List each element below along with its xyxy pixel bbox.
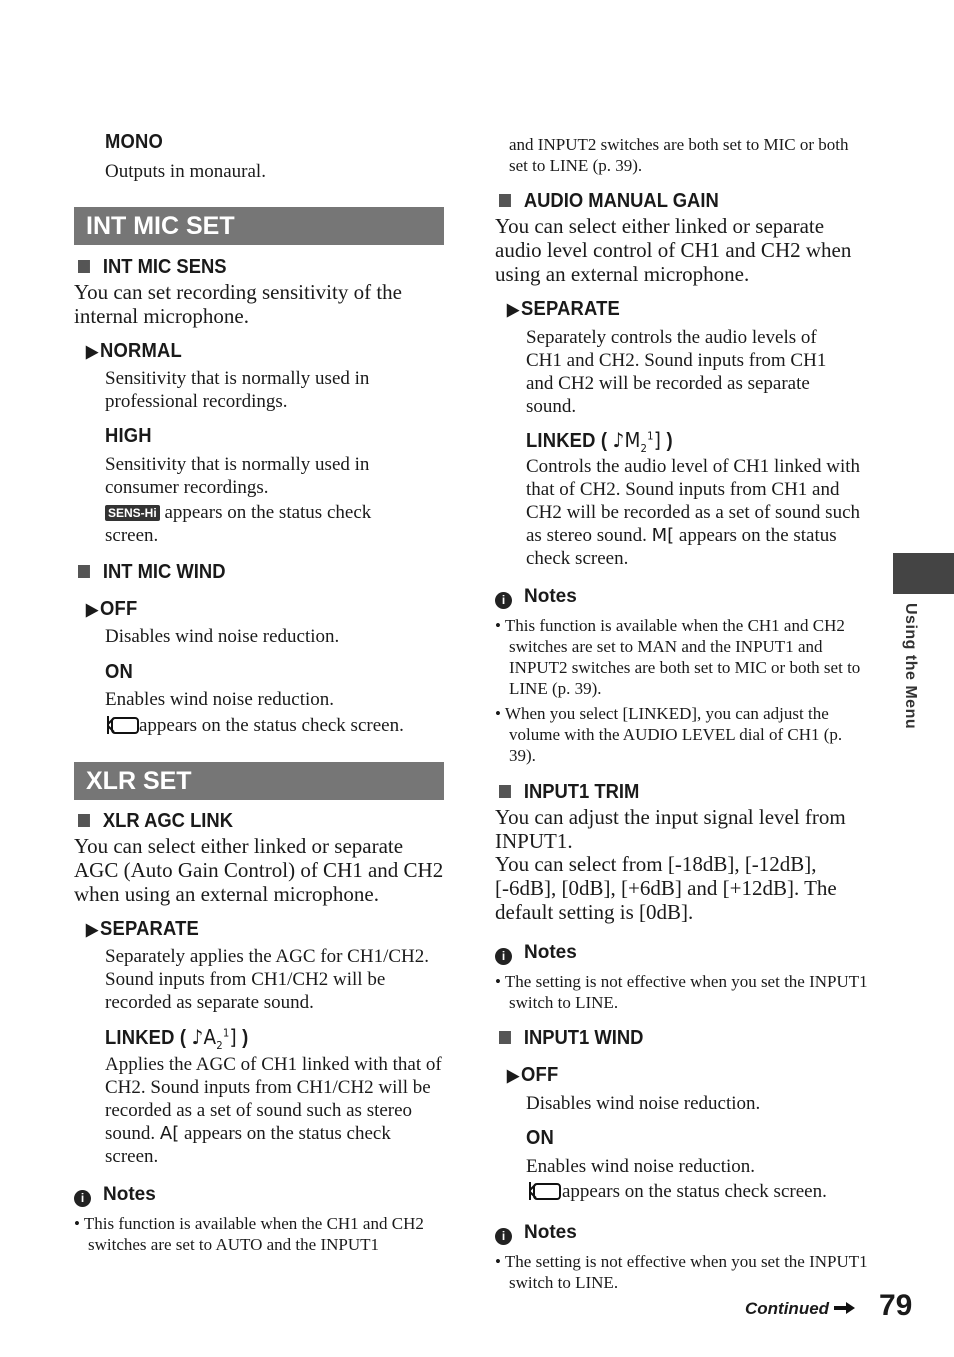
xlr-set-title: XLR SET xyxy=(86,767,192,795)
agc-linked-option-label: LINKED ( $♪A_2^1$] ) xyxy=(105,1025,249,1052)
continued-indicator: Continued xyxy=(745,1299,856,1319)
notes-icon: i xyxy=(495,1228,512,1245)
default-arrow-icon: ▶ xyxy=(86,342,99,361)
default-arrow-icon: ▶ xyxy=(507,300,520,319)
arrow-right-icon xyxy=(834,1301,856,1315)
high-badge-note: SENS-Hi appears on the status check screen. xyxy=(105,502,372,546)
notes-heading-right-1: i Notes xyxy=(495,586,577,609)
square-bullet-icon xyxy=(78,260,90,273)
gain-linked-option-label: LINKED ( $♪M_2^1$] ) xyxy=(526,428,673,455)
int-mic-set-section-bar xyxy=(74,207,444,245)
input1-wind-off-option-label: ▶OFF xyxy=(507,1064,559,1086)
square-bullet-icon xyxy=(499,785,511,798)
input1-wind-off-description: Disables wind noise reduction. xyxy=(526,1093,761,1114)
default-arrow-icon: ▶ xyxy=(86,600,99,619)
normal-description: Sensitivity that is normally used in professional recordings. xyxy=(105,368,370,412)
chapter-tab xyxy=(893,553,954,594)
square-bullet-icon xyxy=(78,565,90,578)
note-item: • When you select [LINKED], you can adjust the volume with the AUDIO LEVEL dial of CH1 (p. 39). xyxy=(495,704,843,765)
gain-separate-description: Separately controls the audio levels of CH1 and CH2. Sound inputs from CH1 and CH2 will be recorded as separate sound. xyxy=(526,327,827,417)
wind-off-description: Disables wind noise reduction. xyxy=(105,626,340,647)
audio-manual-gain-heading: AUDIO MANUAL GAIN xyxy=(499,190,719,213)
gain-linked-icon: $♪M_2^1$] xyxy=(612,428,662,455)
wind-filter-icon xyxy=(105,714,139,736)
notes-heading-left: i Notes xyxy=(74,1184,156,1207)
gain-separate-option-label: ▶SEPARATE xyxy=(507,298,621,320)
mono-description: Outputs in monaural. xyxy=(105,161,266,182)
audio-manual-gain-intro: You can select either linked or separate audio level control of CH1 and CH2 when using an external microphone. xyxy=(495,214,852,286)
input1-wind-heading: INPUT1 WIND xyxy=(499,1027,643,1050)
chapter-side-label: Using the Menu xyxy=(902,603,919,730)
wind-filter-icon xyxy=(526,1180,562,1202)
xlr-agc-link-heading: XLR AGC LINK xyxy=(78,810,233,833)
mono-option-label: MONO xyxy=(105,131,163,153)
default-arrow-icon: ▶ xyxy=(507,1066,520,1085)
agc-separate-description: Separately applies the AGC for CH1/CH2. Sound inputs from CH1/CH2 will be recorded as separate sound. xyxy=(105,946,430,1013)
sens-hi-badge-icon: SENS-Hi xyxy=(105,505,160,521)
int-mic-sens-intro: You can set recording sensitivity of the internal microphone. xyxy=(74,280,402,328)
high-description: Sensitivity that is normally used in consumer recordings. xyxy=(105,454,370,498)
square-bullet-icon xyxy=(499,194,511,207)
default-arrow-icon: ▶ xyxy=(86,920,99,939)
note-item: • The setting is not effective when you set the INPUT1 switch to LINE. xyxy=(495,972,868,1012)
wind-off-option-label: ▶OFF xyxy=(86,598,138,620)
note-item: • This function is available when the CH1 and CH2 switches are set to MAN and the INPUT1 and INPUT2 switches are both set to MIC or both set to LINE (p. 39). xyxy=(495,616,861,698)
gain-linked-description: Controls the audio level of CH1 linked with that of CH2. Sound inputs from CH1 and CH2 will be recorded as a set of sound such as stereo sound. M[ appears on the status check screen. xyxy=(526,456,861,569)
note-item: • The setting is not effective when you set the INPUT1 switch to LINE. xyxy=(495,1252,868,1292)
wind-on-option-label: ON xyxy=(105,661,133,683)
agc-linked-description: Applies the AGC of CH1 linked with that of CH2. Sound inputs from CH1/CH2 will be recorded as a set of sound such as stereo sound. A[ appears on the status check screen. xyxy=(105,1054,442,1167)
input1-wind-on-icon-note: appears on the status check screen. xyxy=(526,1180,866,1203)
high-option-label: HIGH xyxy=(105,425,152,447)
input1-trim-paragraph-2: You can select from [-18dB], [-12dB], [-6dB], [0dB], [+6dB] and [+12dB]. The default setting is [0dB]. xyxy=(495,852,837,924)
xlr-agc-link-intro: You can select either linked or separate AGC (Auto Gain Control) of CH1 and CH2 when using an external microphone. xyxy=(74,834,444,906)
notes-icon: i xyxy=(74,1190,91,1207)
note-item: • This function is available when the CH1 and CH2 switches are set to AUTO and the INPUT1 xyxy=(74,1214,424,1254)
int-mic-sens-heading: INT MIC SENS xyxy=(78,256,227,279)
page-number: 79 xyxy=(879,1289,913,1322)
input1-wind-on-description: Enables wind noise reduction. xyxy=(526,1156,756,1177)
square-bullet-icon xyxy=(499,1031,511,1044)
int-mic-wind-heading: INT MIC WIND xyxy=(78,561,225,584)
input1-wind-on-option-label: ON xyxy=(526,1127,554,1149)
int-mic-set-title: INT MIC SET xyxy=(86,212,235,240)
wind-on-description: Enables wind noise reduction. xyxy=(105,689,335,710)
continued-note-text: and INPUT2 switches are both set to MIC or both set to LINE (p. 39). xyxy=(509,135,849,175)
input1-trim-heading: INPUT1 TRIM xyxy=(499,781,639,804)
notes-heading-right-2: i Notes xyxy=(495,942,577,965)
gain-linked-status-icon: M[ xyxy=(651,525,675,546)
notes-heading-right-3: i Notes xyxy=(495,1222,577,1245)
wind-on-icon-note: appears on the status check screen. xyxy=(105,714,435,737)
notes-icon: i xyxy=(495,948,512,965)
normal-option-label: ▶NORMAL xyxy=(86,340,182,362)
agc-linked-status-icon: A[ xyxy=(159,1123,180,1144)
xlr-set-section-bar xyxy=(74,762,444,800)
square-bullet-icon xyxy=(78,814,90,827)
agc-linked-icon: $♪A_2^1$] xyxy=(191,1025,237,1052)
agc-separate-option-label: ▶SEPARATE xyxy=(86,918,200,940)
notes-icon: i xyxy=(495,592,512,609)
input1-trim-paragraph-1: You can adjust the input signal level from INPUT1. xyxy=(495,805,846,853)
